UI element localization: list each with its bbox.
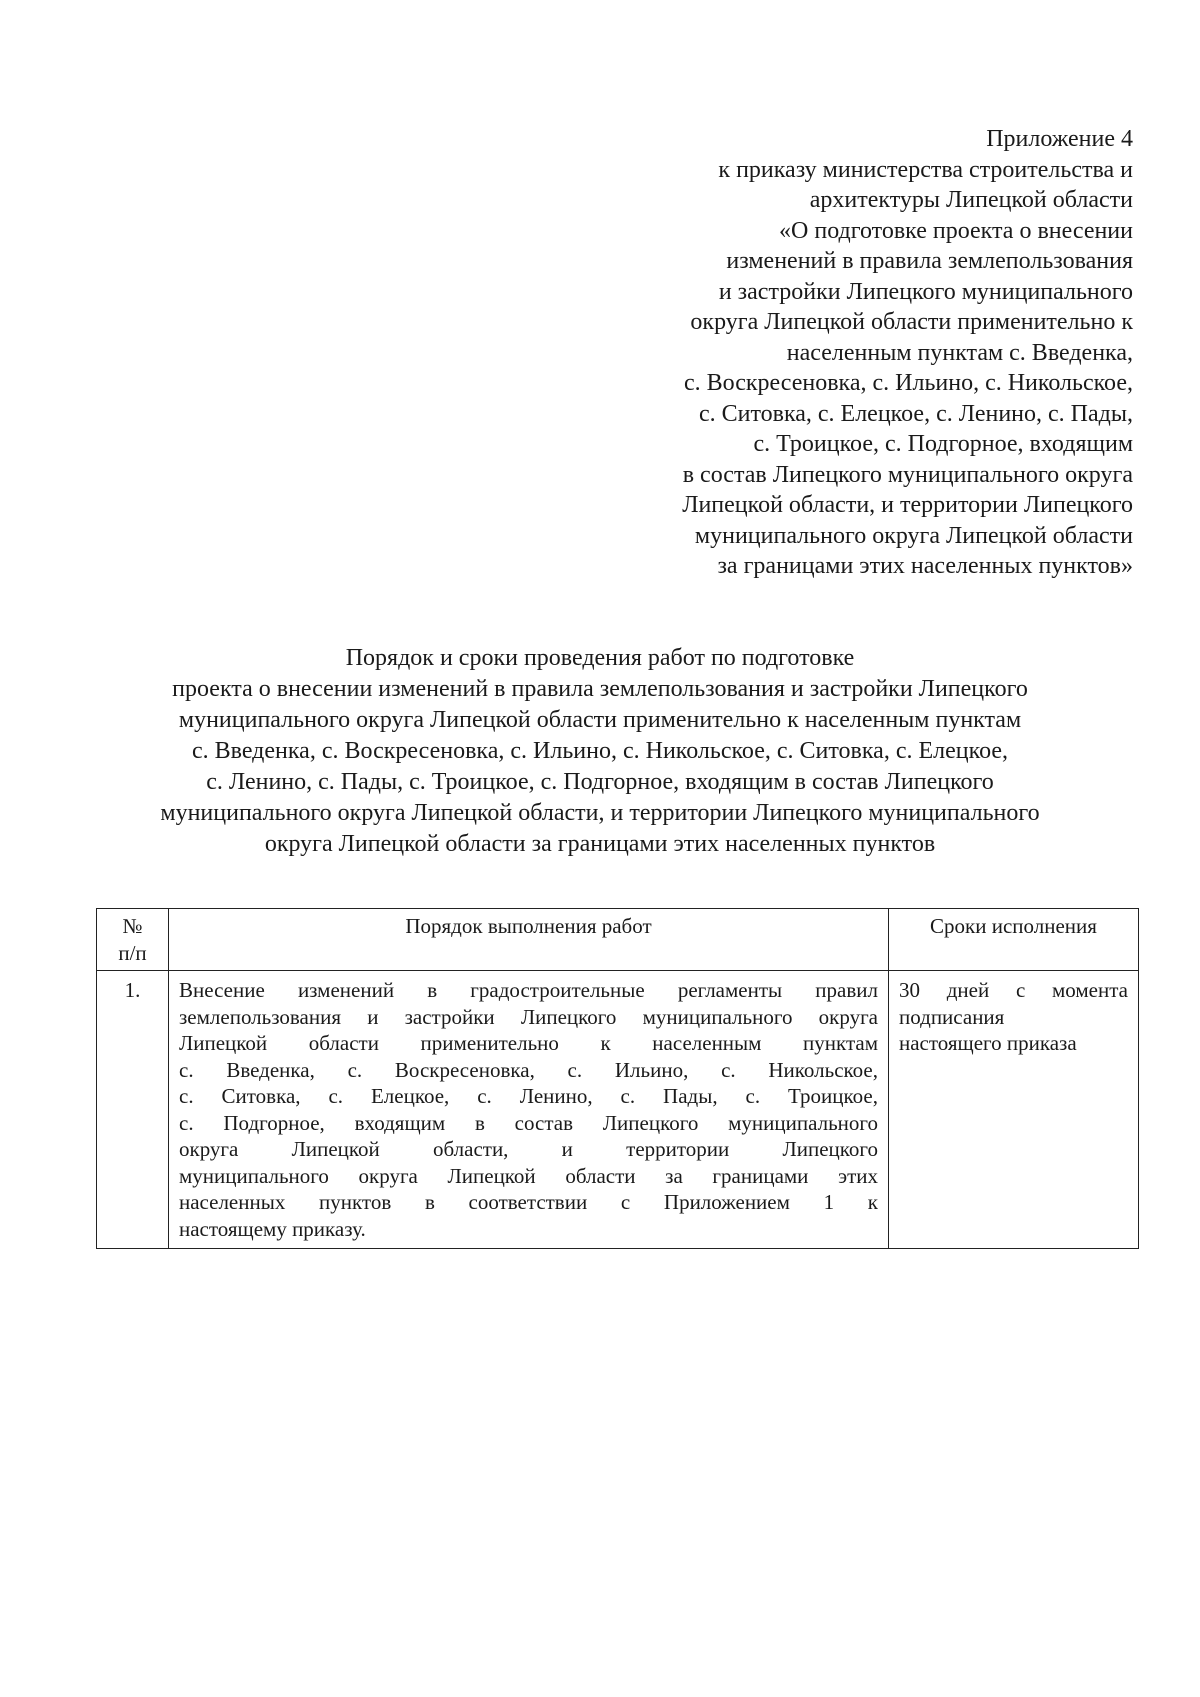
order-line: населенных пунктов в соответствии с Приложением 1 к xyxy=(179,1190,878,1214)
header-number-abbr: п/п xyxy=(118,940,147,965)
order-line: Внесение изменений в градостроительные регламенты правил xyxy=(179,978,878,1002)
title-line: Порядок и сроки проведения работ по подготовке xyxy=(345,645,855,671)
title-line: с. Введенка, с. Воскресеновка, с. Ильино, с. Никольское, с. Ситовка, с. Елецкое, xyxy=(191,738,1009,764)
table-header-row xyxy=(97,909,1139,971)
appendix-line: с. Воскресеновка, с. Ильино, с. Никольское, xyxy=(683,370,1133,396)
appendix-line: Приложение 4 xyxy=(986,126,1133,152)
order-line: с. Ситовка, с. Елецкое, с. Ленино, с. Пады, с. Троицкое, xyxy=(179,1084,878,1108)
row-term xyxy=(889,971,1139,1249)
term-line: подписания xyxy=(899,1004,1005,1029)
appendix-line: с. Троицкое, с. Подгорное, входящим xyxy=(753,431,1133,457)
row-number: 1. xyxy=(97,971,169,1249)
order-line: округа Липецкой области, и территории Липецкого xyxy=(179,1137,878,1161)
appendix-line: муниципального округа Липецкой области xyxy=(694,522,1133,549)
title-line: с. Ленино, с. Пады, с. Троицкое, с. Подгорное, входящим в состав Липецкого xyxy=(206,769,994,795)
order-line: Липецкой области применительно к населенным пунктам xyxy=(179,1031,878,1055)
appendix-block xyxy=(533,124,1133,582)
appendix-line: с. Ситовка, с. Елецкое, с. Ленино, с. Пады, xyxy=(698,400,1133,427)
row-order xyxy=(169,971,889,1249)
title-line: округа Липецкой области за границами этих населенных пунктов xyxy=(264,831,936,857)
appendix-line: населенным пунктам с. Введенка, xyxy=(786,339,1133,366)
order-line: с. Введенка, с. Воскресеновка, с. Ильино, с. Никольское, xyxy=(179,1057,878,1082)
header-number-symbol: № xyxy=(122,914,143,938)
document-title xyxy=(60,643,1140,860)
header-order: Порядок выполнения работ xyxy=(169,909,889,971)
appendix-line: «О подготовке проекта о внесении xyxy=(779,217,1133,244)
appendix-line: Липецкой области, и территории Липецкого xyxy=(682,492,1133,518)
order-line: настоящему приказу. xyxy=(179,1216,366,1241)
order-line: муниципального округа Липецкой области за границами этих xyxy=(179,1163,878,1188)
header-term: Сроки исполнения xyxy=(889,909,1139,971)
appendix-line: за границами этих населенных пунктов» xyxy=(717,553,1133,579)
appendix-line: в состав Липецкого муниципального округа xyxy=(682,461,1133,488)
header-number xyxy=(97,909,169,971)
works-table xyxy=(96,908,1139,1249)
appendix-line: изменений в правила землепользования xyxy=(726,248,1133,274)
term-line: настоящего приказа xyxy=(899,1031,1077,1055)
appendix-line: архитектуры Липецкой области xyxy=(809,187,1133,213)
title-line: проекта о внесении изменений в правила землепользования и застройки Липецкого xyxy=(172,676,1028,702)
term-line: 30 дней с момента xyxy=(899,978,1128,1002)
appendix-line: и застройки Липецкого муниципального xyxy=(718,278,1133,305)
order-line: с. Подгорное, входящим в состав Липецкого муниципального xyxy=(179,1110,878,1135)
table-row xyxy=(97,971,1139,1249)
title-line: муниципального округа Липецкой области применительно к населенным пунктам xyxy=(178,707,1022,733)
appendix-line: округа Липецкой области применительно к xyxy=(690,309,1133,335)
order-line: землепользования и застройки Липецкого муниципального округа xyxy=(179,1004,878,1029)
appendix-line: к приказу министерства строительства и xyxy=(718,156,1133,183)
title-line: муниципального округа Липецкой области, и территории Липецкого муниципального xyxy=(160,800,1040,826)
